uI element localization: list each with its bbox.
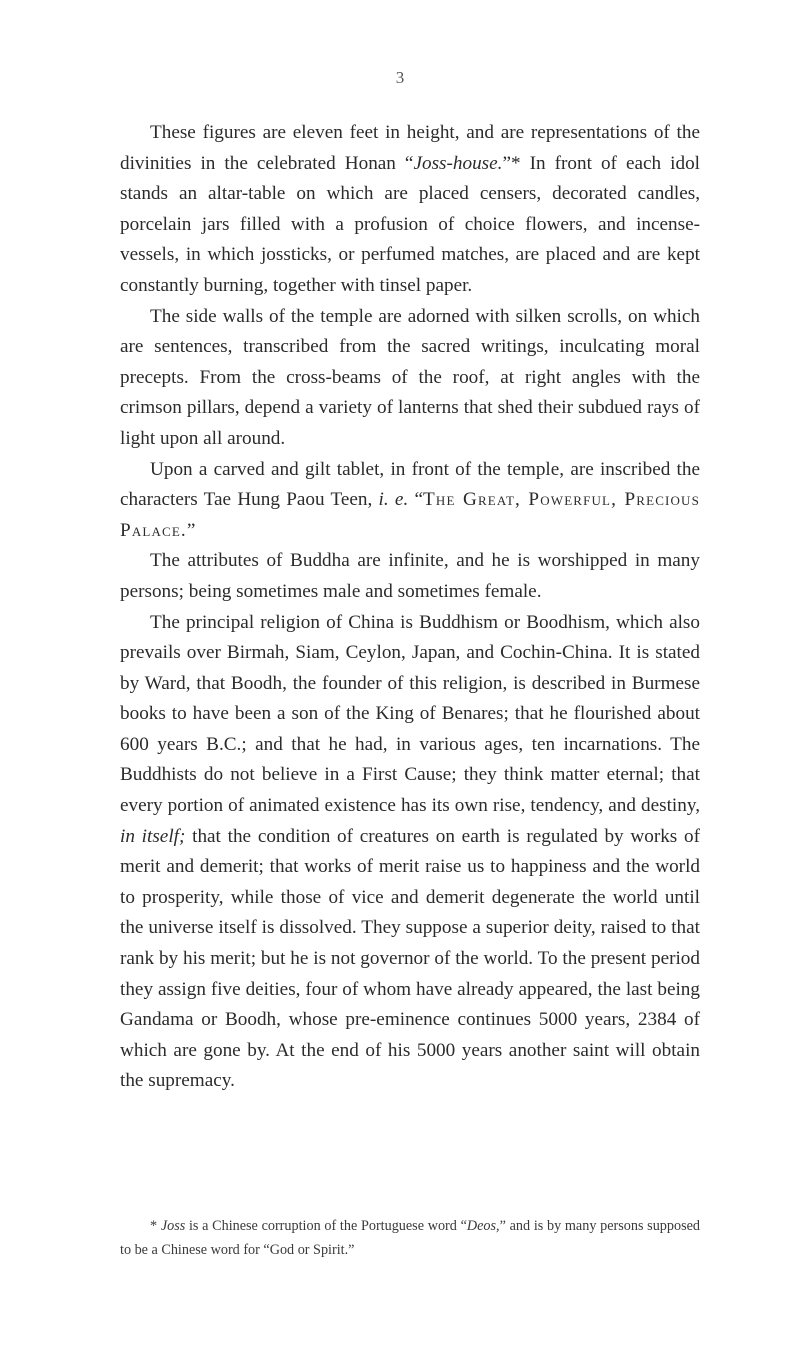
paragraph-3: [120, 455, 700, 547]
footnote: [120, 1214, 700, 1262]
footnote-italic-1: Joss: [160, 1218, 186, 1234]
paragraph-3-italic: i. e.: [378, 489, 409, 511]
footnote-marker: *: [150, 1218, 161, 1234]
paragraph-3-smallcaps: The Great, Powerful, Precious Palace.: [120, 489, 700, 541]
page-number: 3: [395, 68, 405, 87]
paragraph-1-text-a: These figures are eleven feet in height, and are representations of the divinities in the celebrated Honan “: [120, 122, 700, 174]
paragraph-5-text-a: The principal religion of China is Buddhism or Boodhism, which also prevails over Birmah, Siam, Ceylon, Japan, and Cochin-China. It is stated by Ward, that Boodh, the founder of this religion, is described in Burmese books to have been a son of the King of Benares; that he flourished about 600 years B.C.; and that he had, in various ages, ten incarnations. The Buddhists do not believe in a First Cause; they think matter eternal; that every portion of animated existence has its own rise, tendency, and destiny,: [120, 611, 700, 817]
paragraph-2: The side walls of the temple are adorned with silken scrolls, on which are sentences, transcribed from the sacred writings, inculcating moral precepts. From the cross-beams of the roof, at right angles with the crimson pillars, depend a variety of lanterns that shed their subdued rays of light upon all around.: [120, 305, 700, 449]
paragraph-1-italic: Joss-house.: [413, 152, 503, 174]
paragraph-4: The attributes of Buddha are infinite, and he is worshipped in many persons; being sometimes male and sometimes female.: [120, 550, 700, 602]
paragraph-5-text-b: that the condition of creatures on earth is regulated by works of merit and demerit; that works of merit raise us to happiness and the world to prosperity, while those of vice and demerit degenerate the world until the universe itself is dissolved. They suppose a superior deity, raised to that rank by his merit; but he is not governor of the world. To the present period they assign five deities, four of whom have already appeared, the last being Gandama or Boodh, whose pre-eminence continues 5000 years, 2384 of which are gone by. At the end of his 5000 years another saint will obtain the supremacy.: [120, 825, 700, 1092]
footnote-text-2: ” and is by many persons supposed to be a Chinese word for “God or Spirit.”: [120, 1218, 700, 1258]
footnote-italic-2: Deos,: [466, 1218, 500, 1234]
paragraph-5: [120, 608, 700, 1098]
paragraph-3-text-a: Upon a carved and gilt tablet, in front of the temple, are inscribed the characters Tae Hung Paou Teen,: [120, 458, 700, 511]
paragraph-5-italic: in itself;: [120, 825, 186, 847]
footnote-text-1: is a Chinese corruption of the Portuguese word “: [185, 1218, 467, 1234]
paragraph-3-text-b: “: [408, 489, 424, 511]
paragraph-1: [120, 118, 700, 302]
body-text: [120, 118, 700, 1097]
paragraph-1-text-b: ”* In front of each idol stands an altar-table on which are placed censers, decorated candles, porcelain jars filled with a profusion of choice flowers, and incense-vessels, in which jossticks, or perfumed matches, are placed and are kept constantly burning, together with tinsel paper.: [120, 152, 700, 296]
paragraph-3-text-c: ”: [186, 519, 196, 541]
